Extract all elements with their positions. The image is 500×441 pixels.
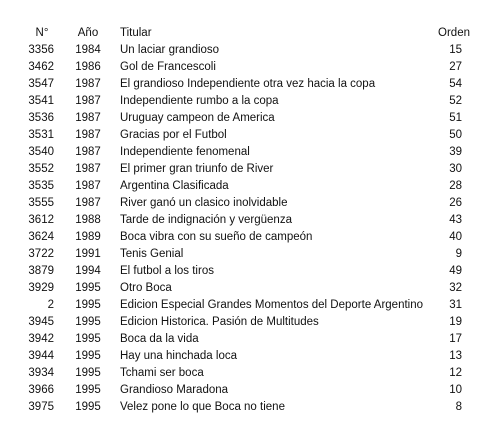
table-row bbox=[22, 161, 472, 178]
cell-year[interactable]: 1987 bbox=[75, 78, 101, 90]
cell-title[interactable]: Uruguay campeon de America bbox=[120, 112, 275, 124]
cell-order[interactable]: 27 bbox=[449, 61, 462, 73]
cell-year[interactable]: 1991 bbox=[75, 248, 101, 260]
cell-year[interactable]: 1988 bbox=[75, 214, 101, 226]
cell-title[interactable]: Otro Boca bbox=[120, 282, 172, 294]
cell-order[interactable]: 8 bbox=[455, 401, 462, 413]
header-year[interactable]: Año bbox=[77, 27, 99, 39]
cell-order[interactable]: 40 bbox=[449, 231, 462, 243]
table-row bbox=[22, 178, 472, 195]
cell-year[interactable]: 1984 bbox=[75, 44, 101, 56]
cell-title[interactable]: Independiente rumbo a la copa bbox=[120, 95, 279, 107]
cell-order[interactable]: 43 bbox=[449, 214, 462, 226]
cell-year[interactable]: 1986 bbox=[75, 61, 101, 73]
cell-num[interactable]: 3624 bbox=[28, 231, 54, 243]
cell-order[interactable]: 31 bbox=[449, 299, 462, 311]
table-row bbox=[22, 42, 472, 59]
cell-title[interactable]: Grandioso Maradona bbox=[120, 384, 229, 396]
cell-order[interactable]: 9 bbox=[455, 248, 462, 260]
cell-num[interactable]: 3535 bbox=[28, 180, 54, 192]
cell-num[interactable]: 3722 bbox=[28, 248, 54, 260]
cell-year[interactable]: 1994 bbox=[75, 265, 101, 277]
cell-order[interactable]: 13 bbox=[449, 350, 462, 362]
table-row bbox=[22, 212, 472, 229]
cell-num[interactable]: 3879 bbox=[28, 265, 54, 277]
cell-title[interactable]: Tchami ser boca bbox=[120, 367, 204, 379]
cell-order[interactable]: 52 bbox=[449, 95, 462, 107]
cell-year[interactable]: 1987 bbox=[75, 163, 101, 175]
cell-num[interactable]: 3531 bbox=[28, 129, 54, 141]
cell-num[interactable]: 3945 bbox=[28, 316, 54, 328]
cell-title[interactable]: El futbol a los tiros bbox=[120, 265, 214, 277]
cell-order[interactable]: 17 bbox=[449, 333, 462, 345]
cell-num[interactable]: 3944 bbox=[28, 350, 54, 362]
cell-num[interactable]: 3552 bbox=[28, 163, 54, 175]
cell-year[interactable]: 1995 bbox=[75, 350, 101, 362]
table-row bbox=[22, 246, 472, 263]
cell-title[interactable]: El primer gran triunfo de River bbox=[120, 163, 274, 175]
cell-order[interactable]: 10 bbox=[449, 384, 462, 396]
cell-order[interactable]: 32 bbox=[449, 282, 462, 294]
table-row bbox=[22, 365, 472, 382]
cell-title[interactable]: Argentina Clasificada bbox=[120, 180, 229, 192]
cell-order[interactable]: 28 bbox=[449, 180, 462, 192]
cell-num[interactable]: 3934 bbox=[28, 367, 54, 379]
cell-year[interactable]: 1995 bbox=[75, 282, 101, 294]
cell-num[interactable]: 3966 bbox=[28, 384, 54, 396]
cell-year[interactable]: 1995 bbox=[75, 316, 101, 328]
cell-year[interactable]: 1987 bbox=[75, 197, 101, 209]
cell-num[interactable]: 3929 bbox=[28, 282, 54, 294]
table-row bbox=[22, 297, 472, 314]
cell-year[interactable]: 1987 bbox=[75, 129, 101, 141]
headlines-table bbox=[22, 25, 472, 416]
cell-num[interactable]: 3356 bbox=[28, 44, 54, 56]
header-row bbox=[22, 25, 472, 42]
cell-num[interactable]: 3547 bbox=[28, 78, 54, 90]
table-row bbox=[22, 59, 472, 76]
cell-num[interactable]: 2 bbox=[47, 299, 54, 311]
cell-order[interactable]: 15 bbox=[449, 44, 462, 56]
table-row bbox=[22, 110, 472, 127]
cell-year[interactable]: 1989 bbox=[75, 231, 101, 243]
cell-order[interactable]: 50 bbox=[449, 129, 462, 141]
cell-order[interactable]: 54 bbox=[449, 78, 462, 90]
cell-title[interactable]: Independiente fenomenal bbox=[120, 146, 250, 158]
cell-num[interactable]: 3555 bbox=[28, 197, 54, 209]
cell-year[interactable]: 1995 bbox=[75, 384, 101, 396]
table-row bbox=[22, 331, 472, 348]
cell-num[interactable]: 3540 bbox=[28, 146, 54, 158]
cell-year[interactable]: 1987 bbox=[75, 180, 101, 192]
cell-year[interactable]: 1995 bbox=[75, 333, 101, 345]
cell-title[interactable]: Edicion Especial Grandes Momentos del Deporte Argentino bbox=[120, 299, 424, 311]
cell-year[interactable]: 1995 bbox=[75, 299, 101, 311]
table-row bbox=[22, 314, 472, 331]
cell-year[interactable]: 1995 bbox=[75, 401, 101, 413]
cell-order[interactable]: 49 bbox=[449, 265, 462, 277]
cell-order[interactable]: 12 bbox=[449, 367, 462, 379]
cell-num[interactable]: 3541 bbox=[28, 95, 54, 107]
cell-year[interactable]: 1987 bbox=[75, 112, 101, 124]
cell-title[interactable]: Un laciar grandioso bbox=[120, 44, 220, 56]
cell-title[interactable]: Gracias por el Futbol bbox=[120, 129, 227, 141]
cell-order[interactable]: 19 bbox=[449, 316, 462, 328]
cell-year[interactable]: 1987 bbox=[75, 95, 101, 107]
cell-title[interactable]: Gol de Francescoli bbox=[120, 61, 216, 73]
cell-num[interactable]: 3462 bbox=[28, 61, 54, 73]
table-row bbox=[22, 263, 472, 280]
table-row bbox=[22, 229, 472, 246]
cell-year[interactable]: 1995 bbox=[75, 367, 101, 379]
cell-title[interactable]: Tenis Genial bbox=[120, 248, 184, 260]
cell-title[interactable]: Velez pone lo que Boca no tiene bbox=[120, 401, 285, 413]
cell-num[interactable]: 3975 bbox=[28, 401, 54, 413]
table-row bbox=[22, 144, 472, 161]
table-row bbox=[22, 399, 472, 416]
header-order[interactable]: Orden bbox=[438, 27, 470, 39]
table-row bbox=[22, 127, 472, 144]
cell-year[interactable]: 1987 bbox=[75, 146, 101, 158]
cell-title[interactable]: Tarde de indignación y vergüenza bbox=[120, 214, 292, 226]
table-row bbox=[22, 195, 472, 212]
cell-title[interactable]: River ganó un clasico inolvidable bbox=[120, 197, 288, 209]
header-num[interactable]: N° bbox=[35, 27, 49, 39]
cell-order[interactable]: 30 bbox=[449, 163, 462, 175]
table-row bbox=[22, 382, 472, 399]
cell-title[interactable]: Hay una hinchada loca bbox=[120, 350, 237, 362]
cell-title[interactable]: Boca vibra con su sueño de campeón bbox=[120, 231, 313, 243]
header-title[interactable]: Titular bbox=[120, 27, 152, 39]
cell-num[interactable]: 3942 bbox=[28, 333, 54, 345]
cell-title[interactable]: El grandioso Independiente otra vez hacia la copa bbox=[120, 78, 376, 90]
cell-num[interactable]: 3536 bbox=[28, 112, 54, 124]
table-row bbox=[22, 280, 472, 297]
cell-order[interactable]: 39 bbox=[449, 146, 462, 158]
table-row bbox=[22, 348, 472, 365]
cell-order[interactable]: 51 bbox=[449, 112, 462, 124]
cell-title[interactable]: Edicion Historica. Pasión de Multitudes bbox=[120, 316, 319, 328]
cell-order[interactable]: 26 bbox=[449, 197, 462, 209]
cell-title[interactable]: Boca da la vida bbox=[120, 333, 199, 345]
table-row bbox=[22, 76, 472, 93]
cell-num[interactable]: 3612 bbox=[28, 214, 54, 226]
table-row bbox=[22, 93, 472, 110]
